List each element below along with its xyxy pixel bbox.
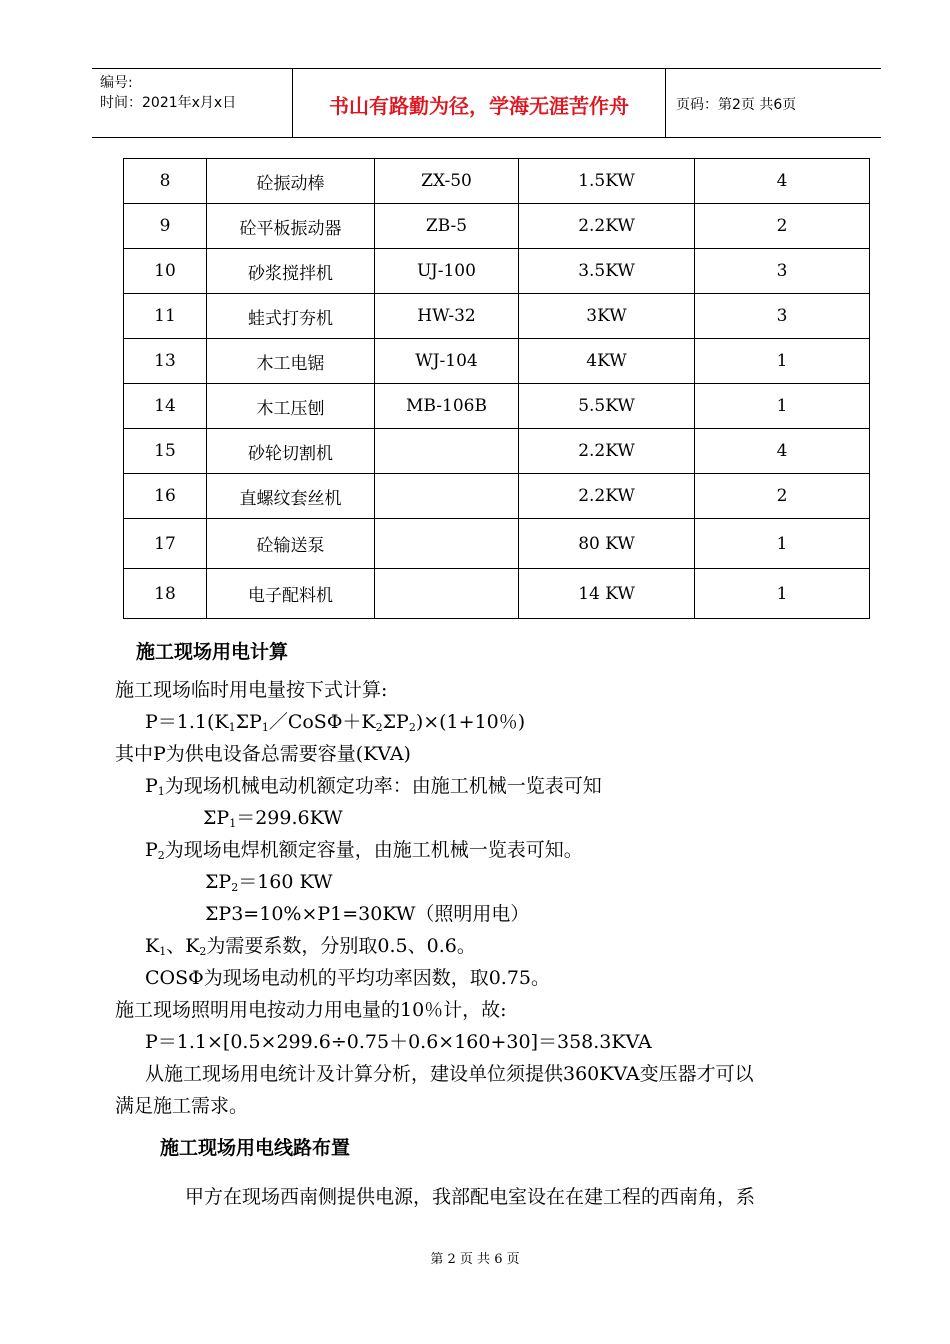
cell-model: UJ-100 — [375, 249, 519, 294]
equipment-table-body — [124, 159, 870, 619]
cell-power: 1.5KW — [519, 159, 695, 204]
body-line: COSΦ为现场电动机的平均功率因数，取0.75。 — [145, 967, 551, 989]
cell-no: 14 — [124, 384, 207, 429]
formula-text: ／CoSΦ＋K — [268, 711, 376, 733]
body-line — [203, 806, 343, 836]
cell-name: 砼振动棒 — [207, 159, 375, 204]
cell-model: HW-32 — [375, 294, 519, 339]
text: 、K — [166, 935, 200, 957]
table-row — [124, 204, 870, 249]
cell-qty: 1 — [695, 569, 870, 619]
cell-no: 9 — [124, 204, 207, 249]
cell-qty: 2 — [695, 204, 870, 249]
formula-line: P＝1.1×[0.5×299.6÷0.75＋0.6×160+30]＝358.3KVA — [145, 1031, 652, 1053]
cell-qty: 3 — [695, 249, 870, 294]
subscript: 2 — [375, 721, 383, 734]
cell-name: 砼输送泵 — [207, 519, 375, 569]
cell-name: 木工电锯 — [207, 339, 375, 384]
cell-name: 木工压刨 — [207, 384, 375, 429]
body-line — [145, 934, 476, 964]
cell-power: 2.2KW — [519, 474, 695, 519]
text: ＝299.6KW — [236, 807, 343, 829]
table-row — [124, 294, 870, 339]
cell-name: 直螺纹套丝机 — [207, 474, 375, 519]
table-row — [124, 384, 870, 429]
body-line: 施工现场照明用电按动力用电量的10％计，故: — [115, 999, 507, 1021]
cell-qty: 4 — [695, 429, 870, 474]
header-motto: 书山有路勤为径，学海无涯苦作舟 — [329, 94, 629, 118]
body-line: 从施工现场用电统计及计算分析，建设单位须提供360KVA变压器才可以 — [145, 1063, 754, 1085]
subscript: 2 — [199, 945, 207, 958]
cell-name: 砂浆搅拌机 — [207, 249, 375, 294]
text: ΣP — [203, 807, 230, 829]
header-divider — [665, 69, 666, 137]
subscript: 1 — [157, 785, 165, 798]
code-label: 编号: — [100, 75, 133, 91]
cell-name: 砂轮切割机 — [207, 429, 375, 474]
table-row — [124, 569, 870, 619]
formula-text: )×(1+10％) — [415, 711, 526, 733]
cell-model: ZB-5 — [375, 204, 519, 249]
cell-qty: 4 — [695, 159, 870, 204]
text: ＝160 KW — [238, 871, 333, 893]
table-row — [124, 159, 870, 204]
cell-power: 4KW — [519, 339, 695, 384]
text: P — [145, 775, 158, 797]
cell-power: 80 KW — [519, 519, 695, 569]
body-line — [205, 870, 333, 900]
text: P — [145, 839, 158, 861]
cell-model — [375, 569, 519, 619]
subscript: 2 — [408, 721, 416, 734]
cell-power: 3KW — [519, 294, 695, 339]
cell-model: ZX-50 — [375, 159, 519, 204]
table-row — [124, 249, 870, 294]
cell-qty: 2 — [695, 474, 870, 519]
equipment-table — [123, 158, 870, 619]
cell-name: 砼平板振动器 — [207, 204, 375, 249]
cell-no: 10 — [124, 249, 207, 294]
cell-model — [375, 429, 519, 474]
section-heading-power-calc: 施工现场用电计算 — [136, 641, 289, 663]
formula-text: P＝1.1(K — [145, 711, 229, 733]
page-header — [92, 68, 881, 138]
cell-no: 18 — [124, 569, 207, 619]
body-line — [145, 774, 602, 804]
time-label: 时间：2021年x月x日 — [100, 95, 237, 111]
text: 为需要系数，分别取0.5、0.6。 — [206, 935, 476, 957]
cell-power: 5.5KW — [519, 384, 695, 429]
table-row — [124, 474, 870, 519]
text: K — [145, 935, 160, 957]
cell-qty: 1 — [695, 339, 870, 384]
table-row — [124, 519, 870, 569]
text: 为现场机械电动机额定功率：由施工机械一览表可知 — [164, 775, 602, 797]
cell-model — [375, 519, 519, 569]
text: 为现场电焊机额定容量，由施工机械一览表可知。 — [164, 839, 583, 861]
cell-power: 3.5KW — [519, 249, 695, 294]
cell-no: 8 — [124, 159, 207, 204]
subscript: 2 — [157, 849, 165, 862]
cell-name: 蛙式打夯机 — [207, 294, 375, 339]
header-page-info: 页码：第2页 共6页 — [676, 97, 797, 113]
cell-no: 13 — [124, 339, 207, 384]
subscript: 1 — [229, 817, 237, 830]
header-meta — [100, 73, 236, 113]
body-line — [145, 838, 583, 868]
body-line: 其中P为供电设备总需要容量(KVA) — [115, 743, 411, 765]
subscript: 1 — [261, 721, 269, 734]
cell-no: 11 — [124, 294, 207, 339]
body-line: 施工现场临时用电量按下式计算: — [115, 679, 388, 701]
body-line: 甲方在现场西南侧提供电源，我部配电室设在在建工程的西南角，系 — [185, 1186, 756, 1208]
table-row — [124, 429, 870, 474]
cell-power: 14 KW — [519, 569, 695, 619]
table-row — [124, 339, 870, 384]
cell-model — [375, 474, 519, 519]
cell-model: WJ-104 — [375, 339, 519, 384]
cell-power: 2.2KW — [519, 429, 695, 474]
cell-no: 15 — [124, 429, 207, 474]
cell-no: 17 — [124, 519, 207, 569]
cell-qty: 3 — [695, 294, 870, 339]
subscript: 1 — [159, 945, 167, 958]
body-line: 满足施工需求。 — [115, 1095, 249, 1117]
subscript: 1 — [228, 721, 236, 734]
cell-model: MB-106B — [375, 384, 519, 429]
subscript: 2 — [231, 881, 239, 894]
cell-no: 16 — [124, 474, 207, 519]
body-line: ΣP3=10%×P1=30KW（照明用电） — [205, 903, 530, 925]
section-heading-wiring: 施工现场用电线路布置 — [160, 1137, 351, 1159]
formula-text: ΣP — [235, 711, 262, 733]
text: ΣP — [205, 871, 232, 893]
formula-text: ΣP — [382, 711, 409, 733]
cell-qty: 1 — [695, 384, 870, 429]
cell-qty: 1 — [695, 519, 870, 569]
page-footer: 第 2 页 共 6 页 — [430, 1252, 520, 1267]
cell-name: 电子配料机 — [207, 569, 375, 619]
cell-power: 2.2KW — [519, 204, 695, 249]
formula-line — [145, 710, 525, 740]
